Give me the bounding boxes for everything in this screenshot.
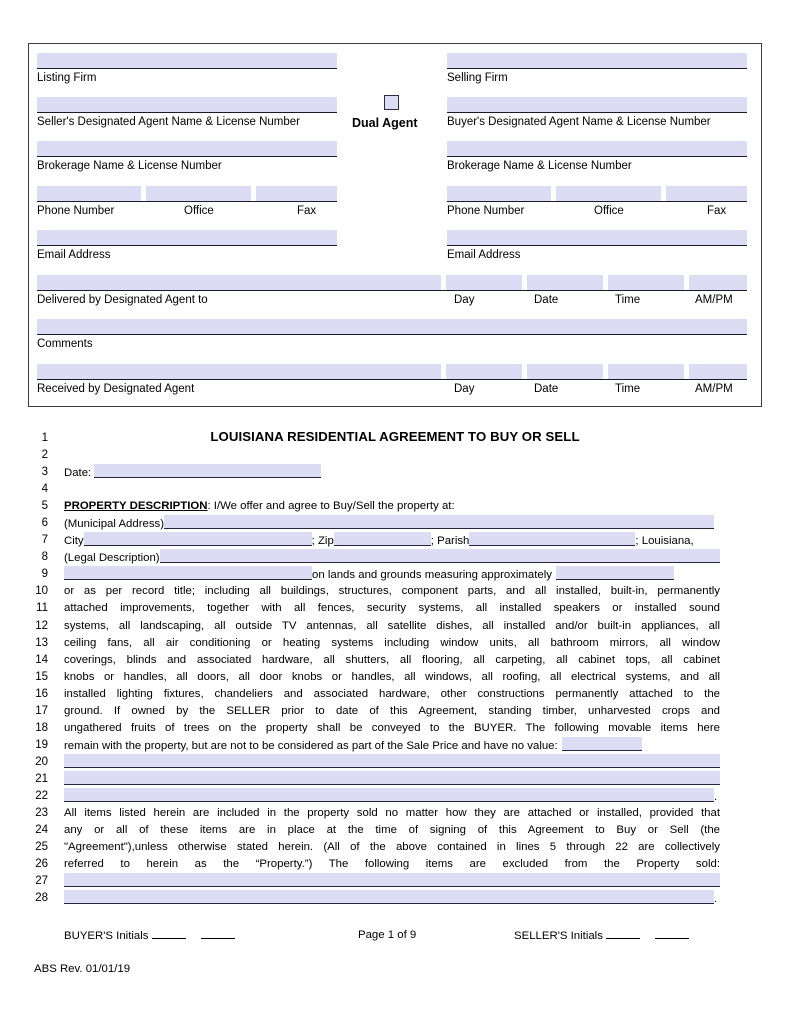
property-description-text: : I/We offer and agree to Buy/Sell the property at:: [207, 500, 455, 513]
parish-input[interactable]: [469, 532, 635, 546]
line-number: 3: [41, 466, 48, 479]
body-line-22: [64, 788, 720, 805]
left-phone-label: Phone Number: [37, 205, 115, 217]
body-line-25: "Agreement"),unless otherwise stated herein. (All of the above contained in lines 5 through 22 are collectively: [64, 841, 720, 854]
body-line-21: [64, 771, 720, 788]
left-email-input[interactable]: [37, 230, 337, 246]
line-number: 17: [35, 704, 48, 717]
seller-initials-label: SELLER'S Initials: [514, 930, 603, 942]
buyer-initials-line-2[interactable]: [201, 927, 235, 939]
body-line-2: [64, 447, 720, 464]
right-email-input[interactable]: [447, 230, 747, 246]
left-office-input[interactable]: [146, 186, 251, 201]
movable-items-input-1[interactable]: [562, 737, 642, 751]
body-line-9: [64, 566, 720, 583]
movable-items-input-2[interactable]: [64, 754, 720, 768]
parish-label: ; Parish: [430, 535, 470, 548]
legal-description-input[interactable]: [160, 549, 720, 563]
line-number: 2: [41, 449, 48, 462]
body-line-3: [64, 464, 720, 481]
body-line-18: ungathered fruits of trees on the property shall be conveyed to the BUYER. The following movable items here: [64, 721, 720, 734]
right-phone-label: Phone Number: [447, 205, 525, 217]
body-line-11: attached improvements, together with all fences, security systems, all installed speakers or installed sound: [64, 602, 720, 615]
body-line-12: systems, all landscaping, all outside TV antennas, all satellite dishes, all installed and/or built-in appliances, all: [64, 619, 720, 632]
received-ampm-input[interactable]: [689, 364, 747, 379]
agreement-body: [64, 430, 720, 907]
line-number: 11: [36, 602, 48, 615]
line-number: 21: [35, 772, 48, 785]
line-number: 15: [35, 670, 48, 683]
received-by-label: Received by Designated Agent: [37, 383, 195, 395]
property-description-heading: PROPERTY DESCRIPTION: [64, 500, 208, 513]
body-line-8: [64, 549, 720, 566]
date-label: Date:: [64, 467, 92, 480]
right-contact-underline: [447, 201, 747, 202]
line-number: 25: [35, 841, 48, 854]
louisiana-label: ; Louisiana,: [635, 535, 694, 548]
right-brokerage-label: Brokerage Name & License Number: [447, 160, 632, 172]
excluded-items-input-2[interactable]: [64, 890, 714, 904]
seller-initials-group: [514, 927, 689, 945]
line28-period: .: [714, 893, 718, 906]
right-office-input[interactable]: [556, 186, 661, 201]
left-fax-label: Fax: [297, 205, 317, 217]
left-email-label: Email Address: [37, 249, 111, 261]
dual-agent-checkbox[interactable]: [384, 95, 399, 110]
delivered-to-label: Delivered by Designated Agent to: [37, 294, 208, 306]
line19-text: remain with the property, but are not to be considered as part of the Sale Price and have no value:: [64, 739, 558, 752]
sellers-designated-agent-input[interactable]: [37, 97, 337, 113]
line-number: 12: [35, 619, 48, 632]
delivered-ampm-label: AM/PM: [695, 294, 733, 306]
legal-description-continued-input[interactable]: [64, 566, 312, 580]
city-label: City: [64, 535, 84, 548]
body-line-19: [64, 737, 720, 754]
zip-input[interactable]: [334, 532, 431, 546]
body-line-26: referred to herein as the “Property.”) The following items are excluded from the Property sold:: [64, 858, 720, 871]
line-number: 26: [35, 858, 48, 871]
received-day-label: Day: [454, 383, 475, 395]
buyer-initials-group: [64, 927, 235, 945]
delivered-day-label: Day: [454, 294, 475, 306]
line-number: 14: [35, 653, 48, 666]
received-date-input[interactable]: [527, 364, 603, 379]
listing-firm-label: Listing Firm: [37, 72, 97, 84]
sellers-designated-agent-label: Seller's Designated Agent Name & License Number: [37, 116, 301, 128]
movable-items-input-3[interactable]: [64, 771, 720, 785]
right-email-label: Email Address: [447, 249, 521, 261]
page-number: Page 1 of 9: [358, 929, 417, 941]
body-line-24: any or all of these items are in place at the time of signing of this Agreement to Buy or Sell (the: [64, 824, 720, 837]
right-phone-input[interactable]: [447, 186, 551, 201]
received-date-label: Date: [534, 383, 559, 395]
left-fax-input[interactable]: [256, 186, 337, 201]
received-day-input[interactable]: [446, 364, 522, 379]
line-number: 23: [35, 807, 48, 820]
body-line-20: [64, 754, 720, 771]
movable-items-input-4[interactable]: [64, 788, 714, 802]
left-brokerage-label: Brokerage Name & License Number: [37, 160, 222, 172]
zip-label: ; Zip: [311, 535, 334, 548]
body-line-16: installed lighting fixtures, chandeliers and associated hardware, other constructions permanently attached to the: [64, 687, 720, 700]
date-input[interactable]: [94, 464, 321, 478]
agency-information-block: [28, 43, 762, 407]
left-office-label: Office: [184, 205, 214, 217]
line-number: 10: [35, 585, 48, 598]
delivered-time-label: Time: [615, 294, 641, 306]
body-line-28: [64, 890, 720, 907]
body-line-4: [64, 481, 720, 498]
dual-agent-label: Dual Agent: [352, 116, 418, 130]
listing-firm-input[interactable]: [37, 53, 337, 69]
revision-stamp: ABS Rev. 01/01/19: [34, 963, 131, 975]
body-line-14: coverings, blinds and associated hardware, all shutters, all flooring, all carpeting, all cabinet tops, all cabinet: [64, 653, 720, 666]
municipal-address-label: (Municipal Address): [64, 518, 165, 531]
buyers-designated-agent-label: Buyer's Designated Agent Name & License Number: [447, 116, 711, 128]
line-number: 27: [35, 875, 48, 888]
line-number: 5: [41, 500, 48, 513]
line-number: 7: [41, 534, 48, 547]
page-title: LOUISIANA RESIDENTIAL AGREEMENT TO BUY OR SELL: [210, 429, 580, 444]
municipal-address-input[interactable]: [164, 515, 714, 529]
line-number: 4: [41, 483, 48, 496]
line-number-gutter: [0, 430, 48, 907]
seller-initials-line-2[interactable]: [655, 927, 689, 939]
line22-period: .: [714, 790, 718, 803]
right-office-label: Office: [594, 205, 624, 217]
left-phone-input[interactable]: [37, 186, 141, 201]
line-number: 8: [41, 551, 48, 564]
delivered-date-label: Date: [534, 294, 559, 306]
line-number: 20: [35, 755, 48, 768]
comments-input[interactable]: [37, 319, 747, 335]
legal-description-label: (Legal Description): [64, 552, 160, 565]
received-underline: [37, 379, 747, 380]
buyers-designated-agent-input[interactable]: [447, 97, 747, 113]
selling-firm-label: Selling Firm: [447, 72, 508, 84]
received-time-label: Time: [615, 383, 641, 395]
line-number: 19: [35, 738, 48, 751]
buyer-initials-line-1[interactable]: [152, 927, 186, 939]
received-ampm-label: AM/PM: [695, 383, 733, 395]
delivered-to-input[interactable]: [37, 275, 441, 290]
body-line-23: All items listed herein are included in the property sold no matter how they are attached or installed, provided that: [64, 807, 720, 820]
delivered-ampm-input[interactable]: [689, 275, 747, 290]
body-line-13: ceiling fans, all air conditioning or heating systems including window units, all bathroom mirrors, all window: [64, 636, 720, 649]
line-number: 1: [41, 432, 48, 444]
right-brokerage-input[interactable]: [447, 141, 747, 157]
right-fax-input[interactable]: [666, 186, 747, 201]
seller-initials-line-1[interactable]: [606, 927, 640, 939]
buyer-initials-label: BUYER'S Initials: [64, 930, 149, 942]
line-number: 9: [41, 568, 48, 581]
delivered-day-input[interactable]: [446, 275, 522, 290]
line-number: 22: [35, 789, 48, 802]
received-time-input[interactable]: [608, 364, 684, 379]
body-line-27: [64, 873, 720, 890]
delivered-time-input[interactable]: [608, 275, 684, 290]
body-line-6: [64, 515, 720, 532]
city-input[interactable]: [84, 532, 312, 546]
line-number: 18: [35, 721, 48, 734]
right-fax-label: Fax: [707, 205, 727, 217]
received-by-input[interactable]: [37, 364, 441, 379]
excluded-items-input-1[interactable]: [64, 873, 720, 887]
body-line-7: [64, 532, 720, 549]
left-contact-underline: [37, 201, 337, 202]
selling-firm-input[interactable]: [447, 53, 747, 69]
body-line-5: [64, 498, 720, 515]
line-number: 24: [35, 824, 48, 837]
left-brokerage-input[interactable]: [37, 141, 337, 157]
delivered-underline: [37, 290, 747, 291]
body-line-17: ground. If owned by the SELLER prior to date of this Agreement, standing timber, unharvested crops and: [64, 704, 720, 717]
line-number: 16: [35, 687, 48, 700]
body-line-10: or as per record title; including all buildings, structures, component parts, and all installed, built-in, permanently: [64, 585, 720, 598]
body-line-15: knobs or handles, all doors, all door knobs or handles, all windows, all roofing, all electrical systems, and all: [64, 670, 720, 683]
lands-text: on lands and grounds measuring approximately: [312, 569, 552, 582]
delivered-date-input[interactable]: [527, 275, 603, 290]
line-number: 6: [41, 517, 48, 530]
body-line-1: [64, 430, 720, 447]
comments-label: Comments: [37, 338, 93, 350]
line-number: 28: [35, 892, 48, 905]
page-footer: [64, 927, 720, 944]
acreage-input[interactable]: [556, 566, 674, 580]
line-number: 13: [35, 636, 48, 649]
